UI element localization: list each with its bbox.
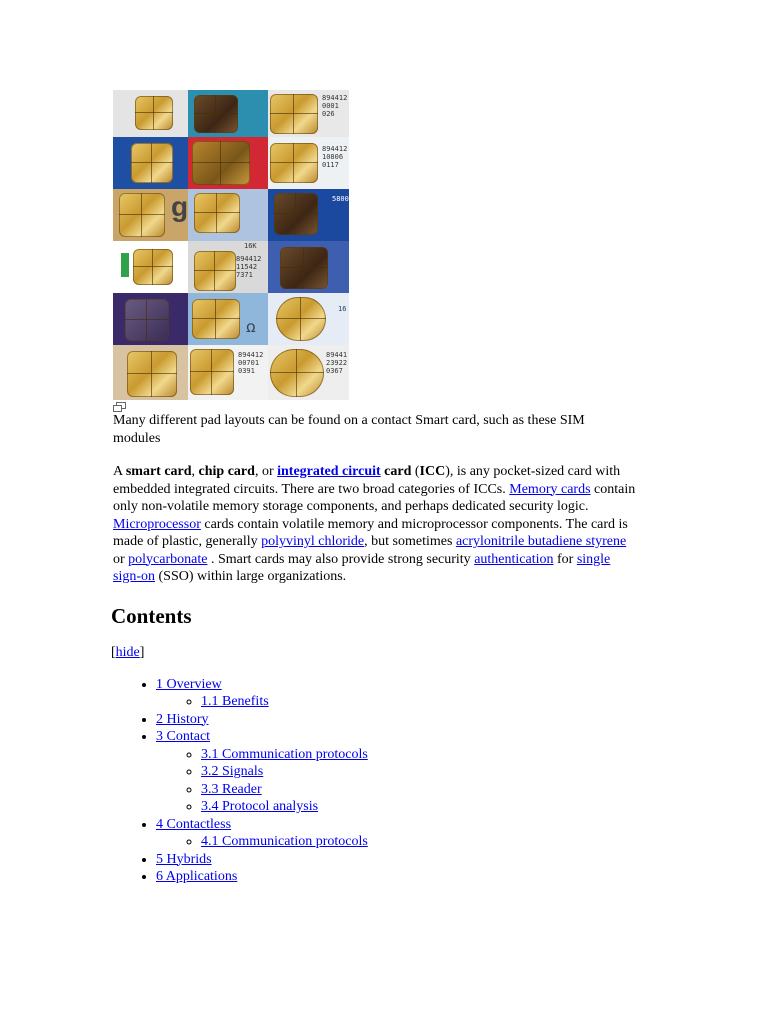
intro-paragraph: A smart card, chip card, or integrated circuit card (ICC), is any pocket-sized card with embedded integrated circuits. There are two broad categories of ICCs. Memory cards contain only non-volatile memory storage components, and perhaps dedicated security logic. Microprocessor cards contain volatile memory and microprocessor components. The card is made of plastic, generally polyvinyl chloride, but sometimes acrylonitrile butadiene styrene or polycarbonate . Smart cards may also provide strong security authentication for single sign-on (SSO) within large organizations. <box>113 464 636 584</box>
toc-link-contactless-protocols[interactable]: 4.1 Communication protocols <box>201 834 368 849</box>
toc-link-communication-protocols[interactable]: 3.1 Communication protocols <box>201 746 368 762</box>
toc-link-contactless[interactable]: 4 Contactless <box>156 816 232 832</box>
toc-link-hybrids[interactable]: 5 Hybrids <box>156 851 212 867</box>
tile-number-text: 16K <box>244 242 257 250</box>
tile-number-text: 894412 00701 0391 <box>238 351 264 375</box>
hide-toc-link[interactable]: hide <box>115 644 140 660</box>
link-authentication[interactable]: authentication <box>474 551 554 567</box>
sim-tile <box>113 90 188 137</box>
sim-tile <box>268 189 358 241</box>
sim-tile <box>268 90 349 137</box>
toc-link-contact[interactable]: 3 Contact <box>156 729 211 744</box>
sim-tile <box>268 241 349 293</box>
contents-heading: Contents <box>111 603 192 628</box>
link-microprocessor[interactable]: Microprocessor <box>113 516 201 532</box>
toc-toggle: [hide] <box>111 644 145 660</box>
tile-number-text: 89441 23922 0367 <box>326 351 348 375</box>
link-abs[interactable]: acrylonitrile butadiene styrene <box>455 534 627 549</box>
toc-item <box>156 711 643 729</box>
enlarge-icon[interactable] <box>113 402 126 412</box>
link-polycarbonate[interactable]: polycarbonate <box>128 551 208 567</box>
sim-tile <box>113 293 188 345</box>
image-caption: Many different pad layouts can be found on a contact Smart card, such as these SIM modules <box>113 413 585 446</box>
toc-item <box>156 851 643 869</box>
sim-tile <box>188 137 268 189</box>
toc-item <box>156 728 643 816</box>
tile-number-text: 894412 0001 026 <box>322 94 348 118</box>
toc-subitem <box>201 763 643 781</box>
term-smart-card: smart card <box>125 464 192 479</box>
sim-tile <box>188 345 268 400</box>
toc-subitem <box>201 833 643 851</box>
toc-item <box>156 676 643 711</box>
sim-tile <box>268 345 349 400</box>
tile-number-text: 894412 11542 7371 <box>236 255 262 279</box>
toc-link-applications[interactable]: 6 Applications <box>156 869 238 884</box>
link-single-sign-on[interactable]: single sign-on <box>113 551 611 584</box>
toc-link-signals[interactable]: 3.2 Signals <box>201 764 264 779</box>
sim-tile <box>188 189 268 241</box>
sim-tile <box>268 293 349 345</box>
sim-tile <box>188 241 268 293</box>
toc-subitem <box>201 798 643 816</box>
article-body <box>113 90 643 886</box>
sim-tile <box>188 90 268 137</box>
sim-tile <box>268 137 349 189</box>
term-icc: ICC <box>419 464 446 479</box>
toc-subitem <box>201 746 643 764</box>
link-integrated-circuit[interactable]: integrated circuit <box>277 464 381 479</box>
sim-tile <box>113 137 188 189</box>
tile-number-text: 580057 <box>332 195 358 203</box>
toc-item <box>156 816 643 851</box>
term-chip-card: chip card <box>198 464 255 479</box>
toc-link-benefits[interactable]: 1.1 Benefits <box>201 694 269 709</box>
sim-tile: g <box>113 189 188 241</box>
tile-number-text: 16 <box>338 305 347 313</box>
sim-modules-image[interactable] <box>113 90 358 400</box>
toc-link-protocol-analysis[interactable]: 3.4 Protocol analysis <box>201 799 319 814</box>
link-polyvinyl-chloride[interactable]: polyvinyl chloride <box>261 534 365 549</box>
link-memory-cards[interactable]: Memory cards <box>509 481 591 497</box>
tile-number-text: 894412 10806 0117 <box>322 145 348 169</box>
toc-link-overview[interactable]: 1 Overview <box>156 676 222 692</box>
sim-tile <box>113 345 188 400</box>
table-of-contents <box>113 676 643 886</box>
toc-subitem <box>201 693 643 711</box>
sim-tile: ꭥ <box>188 293 268 345</box>
sim-tile <box>113 241 188 293</box>
toc-item <box>156 868 643 886</box>
toc-link-history[interactable]: 2 History <box>156 711 209 727</box>
toc-link-reader[interactable]: 3.3 Reader <box>201 781 262 797</box>
toc-subitem <box>201 781 643 799</box>
